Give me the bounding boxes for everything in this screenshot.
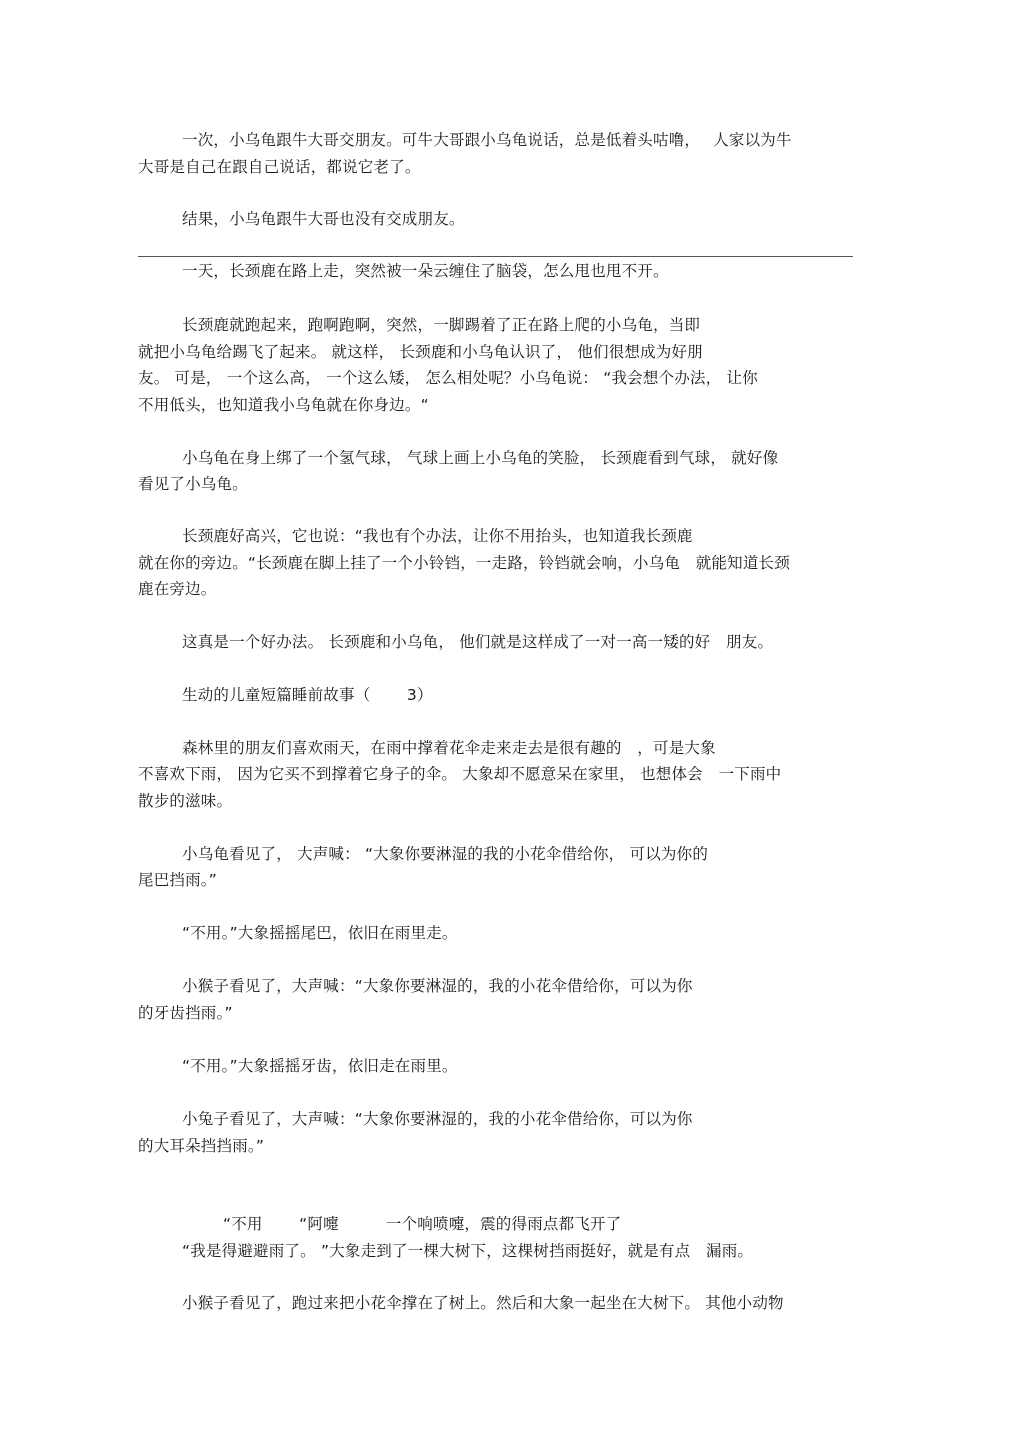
text-line: 就把小乌龟给踢飞了起来。 就这样， 长颈鹿和小乌龟认识了， 他们很想成为好朋 — [138, 343, 703, 361]
text-line: 的大耳朵挡挡雨。” — [138, 1137, 265, 1155]
text-line: “我是得避避雨了。 ”大象走到了一棵大树下，这棵树挡雨挺好，就是有点 漏雨。 — [182, 1242, 754, 1260]
text-line: “不用。”大象摇摇尾巴，依旧在雨里走。 — [182, 924, 458, 942]
text-line: 长颈鹿就跑起来，跑啊跑啊，突然，一脚踢着了正在路上爬的小乌龟，当即 — [182, 316, 701, 334]
text-line: 小乌龟在身上绑了一个氢气球， 气球上画上小乌龟的笑脸， 长颈鹿看到气球， 就好像 — [182, 449, 779, 467]
text-line: 小猴子看见了，跑过来把小花伞撑在了树上。然后和大象一起坐在大树下。 其他小动物 — [182, 1294, 784, 1312]
section-heading: 生动的儿童短篇睡前故事（ 3） — [182, 686, 433, 704]
text-line: “不用 “阿嚏 一个响喷嚏，震的得雨点都飞开了 — [223, 1215, 622, 1233]
text-line: 小兔子看见了，大声喊：“大象你要淋湿的，我的小花伞借给你，可以为你 — [182, 1110, 693, 1128]
text-line: 的牙齿挡雨。” — [138, 1004, 233, 1022]
text-line: 散步的滋味。 — [138, 792, 233, 810]
text-line: 友。 可是， 一个这么高， 一个这么矮， 怎么相处呢？小乌龟说： “我会想个办法， 让你 — [138, 369, 758, 387]
text-line: 就在你的旁边。“长颈鹿在脚上挂了一个小铃铛，一走路，铃铛就会响，小乌龟 就能知道长颈 — [138, 554, 790, 572]
text-line: 大哥是自己在跟自己说话，都说它老了。 — [138, 158, 421, 176]
text-line: 鹿在旁边。 — [138, 580, 217, 598]
text-line: 结果，小乌龟跟牛大哥也没有交成朋友。 — [182, 210, 465, 228]
text-line: 不喜欢下雨， 因为它买不到撑着它身子的伞。 大象却不愿意呆在家里， 也想体会 一下雨中 — [138, 765, 782, 783]
text-line: 长颈鹿好高兴，它也说：“我也有个办法，让你不用抬头，也知道我长颈鹿 — [182, 527, 693, 545]
text-line: 一天，长颈鹿在路上走，突然被一朵云缠住了脑袋，怎么甩也甩不开。 — [182, 262, 669, 280]
text-line: 看见了小乌龟。 — [138, 475, 248, 493]
text-line: 小猴子看见了，大声喊：“大象你要淋湿的，我的小花伞借给你，可以为你 — [182, 977, 693, 995]
text-line: 不用低头，也知道我小乌龟就在你身边。“ — [138, 396, 429, 414]
text-line: 尾巴挡雨。” — [138, 871, 217, 889]
text-line: 森林里的朋友们喜欢雨天，在雨中撑着花伞走来走去是很有趣的 ，可是大象 — [182, 739, 716, 757]
text-line: 这真是一个好办法。 长颈鹿和小乌龟， 他们就是这样成了一对一高一矮的好 朋友。 — [182, 633, 774, 651]
text-line: “不用。”大象摇摇牙齿，依旧走在雨里。 — [182, 1057, 458, 1075]
horizontal-divider — [138, 256, 853, 257]
text-line: 一次，小乌龟跟牛大哥交朋友。可牛大哥跟小乌龟说话，总是低着头咕噜， 人家以为牛 — [182, 131, 792, 149]
text-line: 小乌龟看见了， 大声喊： “大象你要淋湿的我的小花伞借给你， 可以为你的 — [182, 845, 709, 863]
